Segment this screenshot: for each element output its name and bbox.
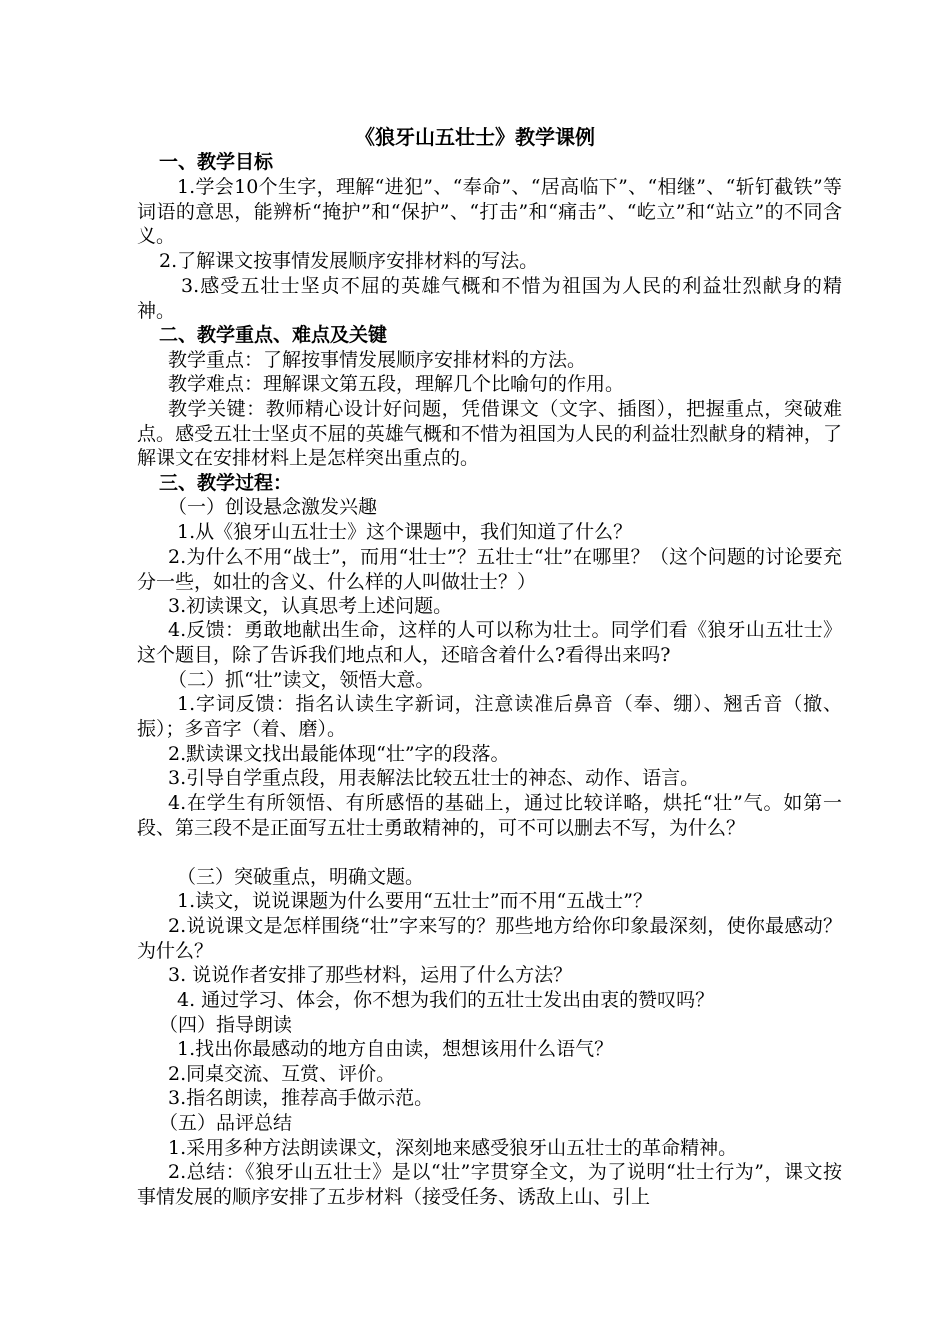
paragraph-goal-1: 1.学会10个生字，理解“进犯”、“奉命”、“居高临下”、“相继”、“斩钉截铁”等词语的意思，能辨析“掩护”和“保护”、“打击”和“痛击”、“屹立”和“站立”的不同含义。 — [137, 176, 842, 248]
section-1-title: （一）创设悬念激发兴趣 — [168, 496, 378, 518]
section-3-item-4: 4. 通过学习、体会，你不想为我们的五壮士发出由衷的赞叹吗？ — [177, 989, 715, 1011]
paragraph-difficulty: 教学难点：理解课文第五段，理解几个比喻句的作用。 — [168, 373, 625, 395]
section-3-item-2: 2.说说课文是怎样围绕“壮”字来写的？那些地方给你印象最深刻，使你最感动？为什么？ — [137, 915, 842, 962]
section-3-item-3: 3. 说说作者安排了那些材料，运用了什么方法？ — [168, 964, 573, 986]
heading-key-points: 二、教学重点、难点及关键 — [159, 324, 388, 346]
section-5-title: （五）品评总结 — [159, 1112, 293, 1134]
section-5-item-1: 1.采用多种方法朗读课文，深刻地来感受狼牙山五壮士的革命精神。 — [168, 1137, 738, 1159]
paragraph-key-point: 教学重点：了解按事情发展顺序安排材料的方法。 — [168, 349, 587, 371]
section-4-item-2: 2.同桌交流、互赏、评价。 — [168, 1063, 396, 1085]
section-1-item-3: 3.初读课文，认真思考上述问题。 — [168, 595, 453, 617]
heading-teaching-process: 三、教学过程： — [159, 472, 293, 494]
section-2-title: （二）抓“壮”读文，领悟大意。 — [168, 669, 435, 691]
section-1-item-1: 1.从《狼牙山五壮士》这个课题中，我们知道了什么？ — [177, 521, 633, 543]
heading-teaching-goals: 一、教学目标 — [159, 151, 274, 173]
section-2-item-3: 3.引导自学重点段，用表解法比较五壮士的神态、动作、语言。 — [168, 767, 700, 789]
section-1-item-4: 4.反馈：勇敢地献出生命，这样的人可以称为壮士。同学们看《狼牙山五壮士》这个题目，除了告诉我们地点和人，还暗含着什么?看得出来吗? — [137, 619, 842, 666]
section-3-title: （三）突破重点，明确文题。 — [177, 866, 425, 888]
section-1-item-2: 2.为什么不用“战士”，而用“壮士”？五壮士“壮”在哪里？（这个问题的讨论要充分一些，如壮的含义、什么样的人叫做壮士？） — [137, 546, 842, 593]
section-3-item-1: 1.读文，说说课题为什么要用“五壮士”而不用“五战士”？ — [177, 890, 652, 912]
paragraph-goal-2: 2.了解课文按事情发展顺序安排材料的写法。 — [159, 250, 539, 272]
section-5-item-2: 2.总结：《狼牙山五壮士》是以“壮”字贯穿全文，为了说明“壮士行为”，课文按事情发展的顺序安排了五步材料（接受任务、诱敌上山、引上 — [137, 1161, 842, 1208]
section-4-item-3: 3.指名朗读，推荐高手做示范。 — [168, 1087, 434, 1109]
section-2-item-4: 4.在学生有所领悟、有所感悟的基础上，通过比较详略，烘托“壮”气。如第一段、第三段不是正面写五壮士勇敢精神的，可不可以删去不写，为什么？ — [137, 792, 842, 839]
section-4-title: （四）指导朗读 — [159, 1014, 293, 1036]
paragraph-goal-3: 3.感受五壮士坚贞不屈的英雄气概和不惜为祖国为人民的利益壮烈献身的精神。 — [137, 275, 842, 322]
section-4-item-1: 1.找出你最感动的地方自由读，想想该用什么语气？ — [177, 1038, 614, 1060]
section-2-item-2: 2.默读课文找出最能体现“壮”字的段落。 — [168, 743, 510, 765]
paragraph-key: 教学关键：教师精心设计好问题，凭借课文（文字、插图），把握重点，突破难点。感受五壮士坚贞不屈的英雄气概和不惜为祖国为人民的利益壮烈献身的精神，了解课文在安排材料上是怎样突出重点的。 — [137, 398, 842, 470]
document-title: 《狼牙山五壮士》教学课例 — [355, 125, 595, 149]
section-2-item-1: 1.字词反馈：指名认读生字新词，注意读准后鼻音（奉、绷）、翘舌音（撤、振）；多音字（着、磨）。 — [137, 693, 842, 740]
